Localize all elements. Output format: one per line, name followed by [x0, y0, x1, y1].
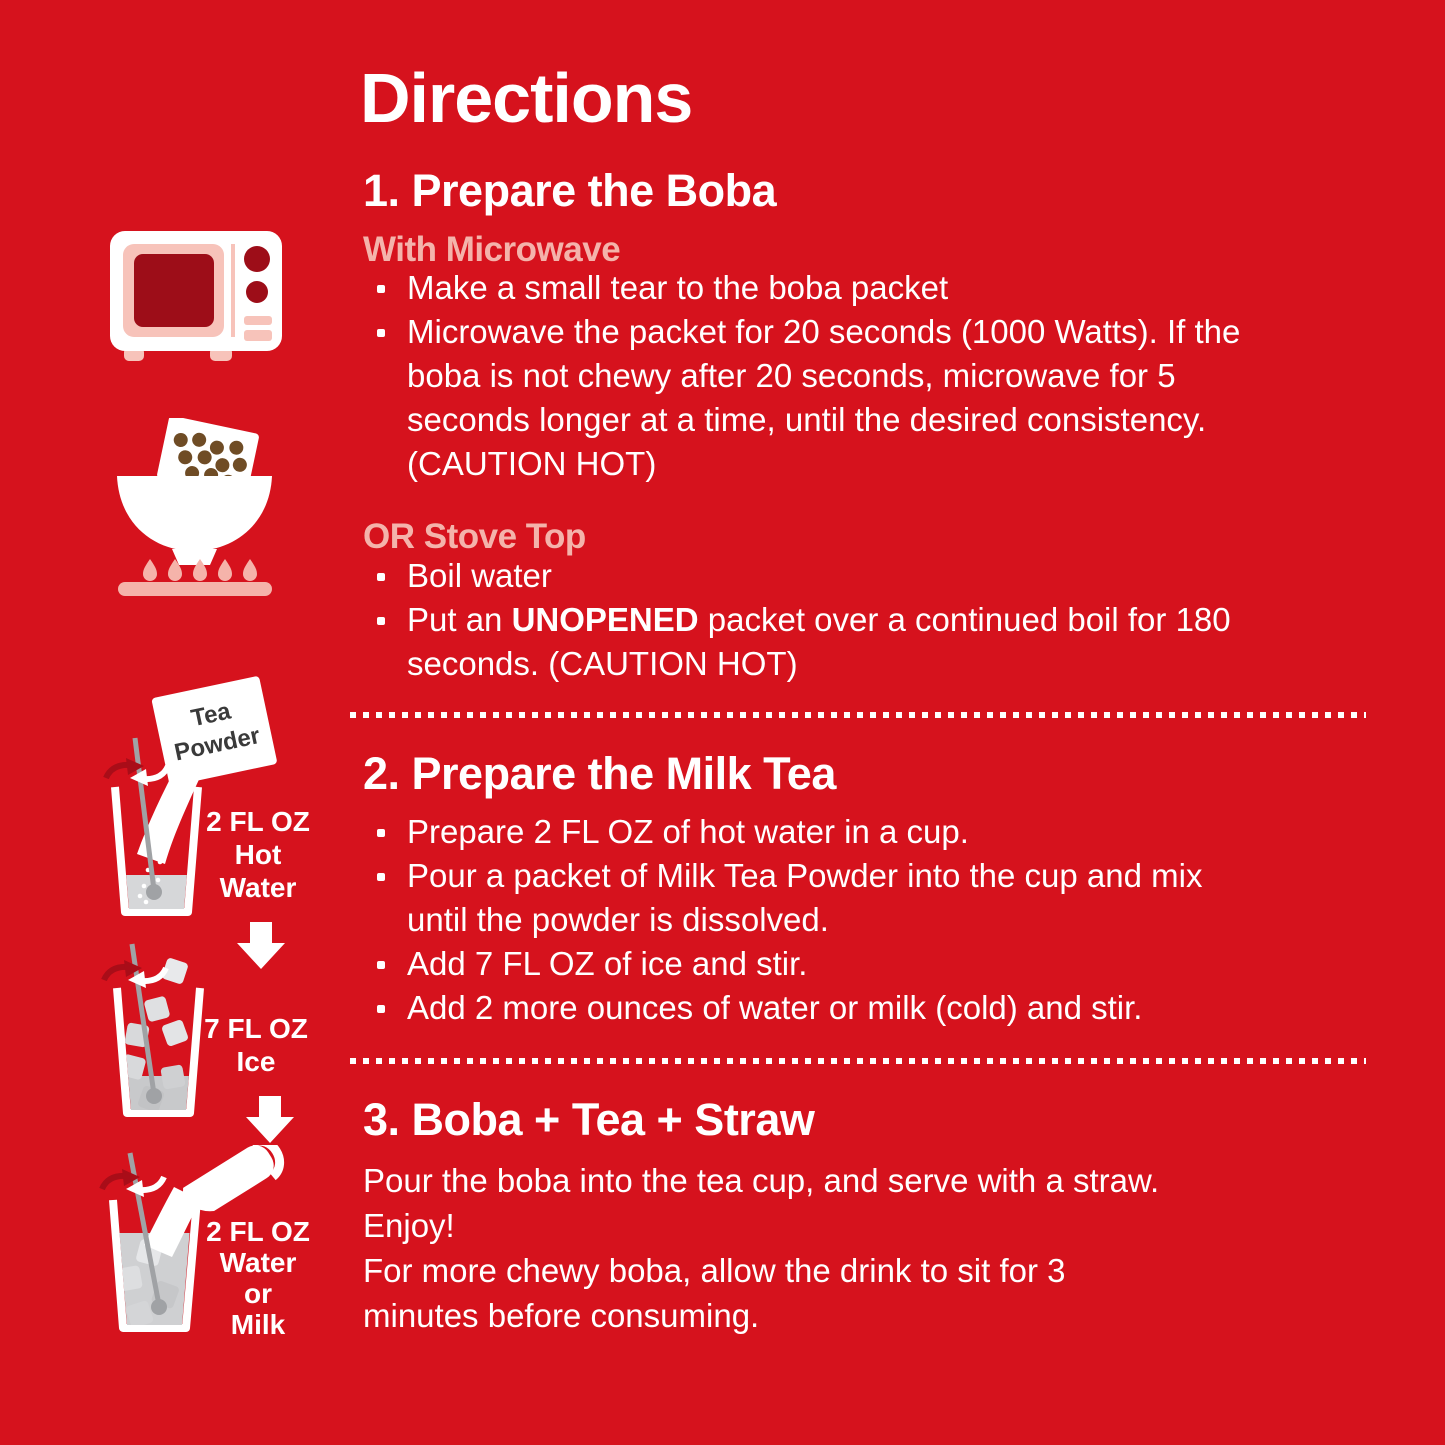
bullet-item: Pour a packet of Milk Tea Powder into the cup and mix until the powder is dissolved.: [363, 854, 1217, 942]
bullet-item: Boil water: [363, 554, 1298, 598]
paragraph-line: Pour the boba into the tea cup, and serve with a straw.: [363, 1162, 1160, 1199]
paragraph-line: Enjoy!: [363, 1207, 455, 1244]
label-line: 7 FL OZ: [204, 1013, 308, 1044]
label-line: or: [244, 1278, 272, 1309]
bullet-item: Microwave the packet for 20 seconds (1000 Watts). If the boba is not chewy after 20 seconds, microwave for 5 seconds longer at a time, until the desired consistency. (CAUTION HOT): [363, 310, 1298, 486]
step2-bullet-list: [363, 810, 1298, 1030]
label-line: Water: [219, 872, 297, 903]
tea-powder-packet: [151, 676, 277, 787]
label-line: Ice: [236, 1046, 276, 1077]
bullet-item: Prepare 2 FL OZ of hot water in a cup.: [363, 810, 1298, 854]
bullet-item: Add 7 FL OZ of ice and stir.: [363, 942, 1298, 986]
label-line: 2 FL OZ: [206, 1216, 310, 1247]
cup3-label: [196, 1216, 320, 1340]
step1-heading: 1. Prepare the Boba: [363, 165, 777, 216]
page-title: Directions: [360, 59, 693, 137]
packet-label-line1: Tea: [188, 697, 234, 733]
step2-heading: 2. Prepare the Milk Tea: [363, 748, 836, 799]
flames-icon: [143, 559, 257, 581]
microwave-subheading: With Microwave: [363, 230, 621, 269]
label-line: Milk: [230, 1309, 286, 1340]
bullet-item: Add 2 more ounces of water or milk (cold) and stir.: [363, 986, 1298, 1030]
paragraph-line: For more chewy boba, allow the drink to sit for 3 minutes before consuming.: [363, 1252, 1066, 1334]
bowl-shape: [117, 476, 272, 551]
label-line: Water: [219, 1247, 297, 1278]
microwave-icon: [110, 231, 286, 365]
microwave-bullet-list: [363, 266, 1298, 486]
dotted-divider: [350, 1058, 1366, 1064]
stove-bar: [118, 582, 272, 596]
cup2-label: [194, 1012, 318, 1078]
bullet-item: [363, 598, 1298, 686]
bullet-text: Put an: [407, 601, 512, 638]
dotted-divider: [350, 712, 1366, 718]
label-line: Hot: [234, 839, 282, 870]
step3-paragraph: [363, 1158, 1168, 1338]
bullet-text-bold: UNOPENED: [511, 601, 699, 638]
bullet-text: packet over a continued boil for 180 seconds. (CAUTION HOT): [407, 601, 1231, 682]
stir-stick: [135, 738, 154, 890]
stove-bullet-list: [363, 554, 1298, 686]
down-arrow-icon: [246, 1096, 294, 1144]
step3-heading: 3. Boba + Tea + Straw: [363, 1094, 815, 1145]
boiling-bowl-icon: [100, 418, 280, 604]
stove-subheading: OR Stove Top: [363, 517, 586, 556]
down-arrow-icon: [237, 922, 285, 970]
label-line: 2 FL OZ: [206, 806, 310, 837]
cup1-label: [196, 805, 320, 904]
packet-label-line2: Powder: [171, 722, 263, 767]
bullet-item: Make a small tear to the boba packet: [363, 266, 1298, 310]
